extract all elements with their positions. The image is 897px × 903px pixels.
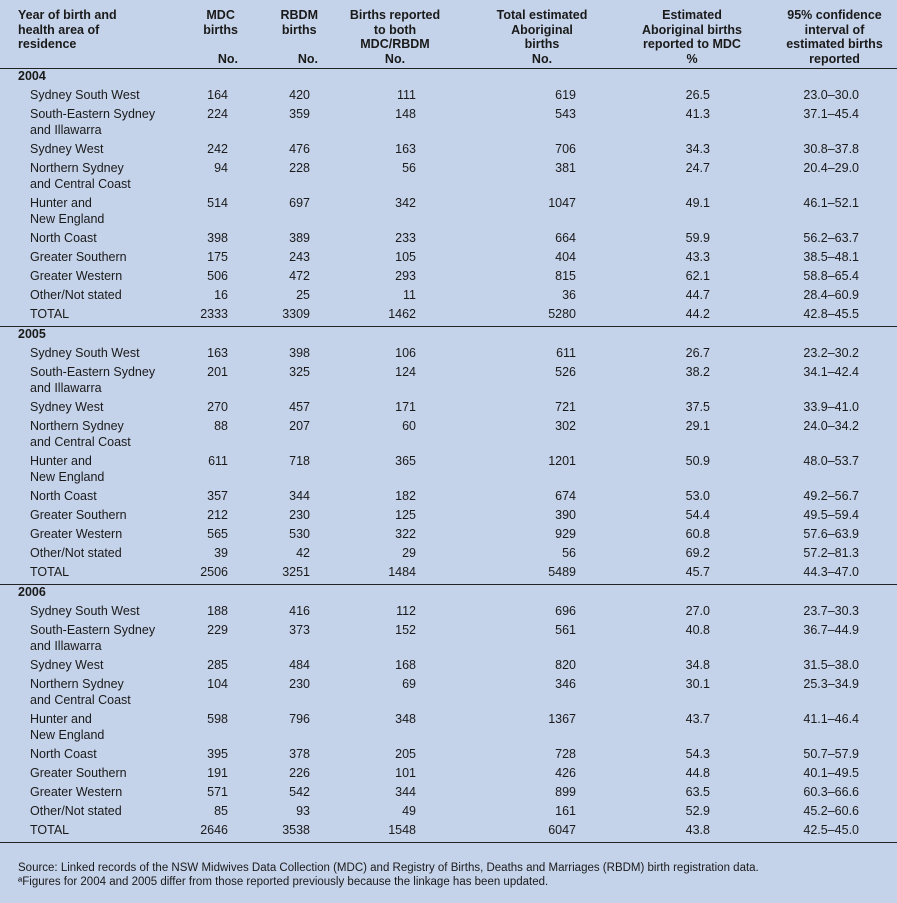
- value-cell: 60: [402, 419, 416, 433]
- value-cell: 230: [289, 677, 310, 691]
- value-cell: 929: [555, 527, 576, 541]
- value-cell: 1548: [318, 823, 472, 843]
- area-cell: Other/Not stated: [30, 546, 122, 560]
- header-label: Year of birth and health area of residence: [18, 8, 117, 51]
- value-cell: 49.5–59.4: [803, 508, 859, 522]
- value-cell: 344: [289, 489, 310, 503]
- header-area: [0, 0, 160, 69]
- table-row: [0, 747, 897, 766]
- header-label: 95% confidence interval of estimated births reported: [786, 8, 883, 66]
- value-cell: 3251: [238, 565, 318, 585]
- value-cell: 293: [395, 269, 416, 283]
- value-cell: 23.2–30.2: [803, 346, 859, 360]
- value-cell: 124: [395, 365, 416, 379]
- value-cell: 1047: [548, 196, 576, 210]
- area-cell: Sydney West: [30, 658, 104, 672]
- total-row: [0, 823, 897, 843]
- value-cell: 457: [289, 400, 310, 414]
- table-notes: [18, 861, 887, 889]
- header-label: MDC births: [203, 8, 238, 37]
- value-cell: 88: [214, 419, 228, 433]
- value-cell: 168: [395, 658, 416, 672]
- table-row: [0, 766, 897, 785]
- value-cell: 23.7–30.3: [803, 604, 859, 618]
- value-cell: 2506: [160, 565, 238, 585]
- value-cell: 46.1–52.1: [803, 196, 859, 210]
- value-cell: 357: [207, 489, 228, 503]
- value-cell: 93: [296, 804, 310, 818]
- header-units: No.: [217, 51, 238, 66]
- value-cell: 611: [208, 454, 228, 468]
- value-cell: 899: [555, 785, 576, 799]
- table-row: [0, 419, 897, 454]
- header-rbdm-births: [238, 0, 318, 69]
- value-cell: 706: [555, 142, 576, 156]
- table-row: [0, 489, 897, 508]
- value-cell: 58.8–65.4: [803, 269, 859, 283]
- value-cell: 26.7: [685, 346, 710, 360]
- value-cell: 1484: [318, 565, 472, 585]
- table-row: [0, 269, 897, 288]
- value-cell: 56.2–63.7: [803, 231, 859, 245]
- total-row: [0, 307, 897, 327]
- value-cell: 54.3: [685, 747, 710, 761]
- value-cell: 188: [207, 604, 228, 618]
- area-cell: Sydney South West: [30, 88, 140, 102]
- area-cell: TOTAL: [0, 565, 160, 585]
- header-units: No.: [297, 51, 318, 66]
- value-cell: 42: [296, 546, 310, 560]
- value-cell: 6047: [472, 823, 612, 843]
- table-row: [0, 785, 897, 804]
- area-cell: North Coast: [30, 231, 97, 245]
- year-row: [0, 69, 897, 89]
- value-cell: 36.7–44.9: [803, 623, 859, 637]
- value-cell: 52.9: [685, 804, 710, 818]
- value-cell: 224: [207, 107, 228, 121]
- value-cell: 205: [395, 747, 416, 761]
- area-cell: Northern Sydney and Central Coast: [30, 677, 131, 707]
- value-cell: 57.6–63.9: [803, 527, 859, 541]
- year-row: [0, 327, 897, 347]
- value-cell: 38.5–48.1: [803, 250, 859, 264]
- value-cell: 27.0: [685, 604, 710, 618]
- value-cell: 420: [289, 88, 310, 102]
- value-cell: 49: [402, 804, 416, 818]
- value-cell: 16: [214, 288, 228, 302]
- header-mdc-births: [160, 0, 238, 69]
- value-cell: 365: [395, 454, 416, 468]
- value-cell: 175: [207, 250, 228, 264]
- value-cell: 101: [395, 766, 416, 780]
- value-cell: 29.1: [685, 419, 710, 433]
- value-cell: 59.9: [685, 231, 710, 245]
- value-cell: 270: [207, 400, 228, 414]
- value-cell: 526: [555, 365, 576, 379]
- area-cell: Hunter and New England: [30, 196, 105, 226]
- area-cell: Greater Western: [30, 785, 123, 799]
- value-cell: 104: [207, 677, 228, 691]
- header-label: Total estimated Aboriginal births: [496, 8, 588, 51]
- value-cell: 44.2: [612, 307, 772, 327]
- value-cell: 571: [207, 785, 228, 799]
- value-cell: 530: [289, 527, 310, 541]
- value-cell: 426: [555, 766, 576, 780]
- value-cell: 348: [395, 712, 416, 726]
- area-cell: Greater Southern: [30, 508, 127, 522]
- value-cell: 24.7: [685, 161, 710, 175]
- value-cell: 34.3: [685, 142, 710, 156]
- value-cell: 5489: [472, 565, 612, 585]
- value-cell: 5280: [472, 307, 612, 327]
- table-row: [0, 142, 897, 161]
- value-cell: 696: [555, 604, 576, 618]
- value-cell: 63.5: [685, 785, 710, 799]
- value-cell: 201: [207, 365, 228, 379]
- value-cell: 565: [207, 527, 228, 541]
- value-cell: 161: [555, 804, 576, 818]
- value-cell: 674: [555, 489, 576, 503]
- table-row: [0, 804, 897, 823]
- value-cell: 33.9–41.0: [803, 400, 859, 414]
- value-cell: 163: [395, 142, 416, 156]
- value-cell: 728: [555, 747, 576, 761]
- header-confidence-interval: [772, 0, 897, 69]
- value-cell: 43.7: [685, 712, 710, 726]
- value-cell: 28.4–60.9: [803, 288, 859, 302]
- area-cell: Greater Western: [30, 527, 123, 541]
- value-cell: 228: [289, 161, 310, 175]
- value-cell: 233: [395, 231, 416, 245]
- value-cell: 164: [207, 88, 228, 102]
- value-cell: 1367: [548, 712, 576, 726]
- area-cell: Greater Southern: [30, 250, 127, 264]
- value-cell: 38.2: [685, 365, 710, 379]
- table-row: [0, 196, 897, 231]
- area-cell: Northern Sydney and Central Coast: [30, 161, 131, 191]
- value-cell: 815: [555, 269, 576, 283]
- table-row: [0, 107, 897, 142]
- value-cell: 62.1: [685, 269, 710, 283]
- header-units: %: [686, 51, 698, 66]
- value-cell: 2646: [160, 823, 238, 843]
- value-cell: 697: [289, 196, 310, 210]
- area-cell: Hunter and New England: [30, 712, 105, 742]
- value-cell: 373: [289, 623, 310, 637]
- value-cell: 25.3–34.9: [803, 677, 859, 691]
- value-cell: 41.3: [685, 107, 710, 121]
- value-cell: 112: [396, 604, 416, 618]
- value-cell: 514: [207, 196, 228, 210]
- value-cell: 163: [207, 346, 228, 360]
- year-row: [0, 585, 897, 605]
- value-cell: 718: [289, 454, 310, 468]
- value-cell: 49.1: [685, 196, 710, 210]
- value-cell: 344: [395, 785, 416, 799]
- area-cell: Sydney South West: [30, 346, 140, 360]
- table-row: [0, 231, 897, 250]
- value-cell: 23.0–30.0: [803, 88, 859, 102]
- area-cell: North Coast: [30, 489, 97, 503]
- value-cell: 243: [289, 250, 310, 264]
- total-row: [0, 565, 897, 585]
- value-cell: 69.2: [685, 546, 710, 560]
- value-cell: 484: [289, 658, 310, 672]
- value-cell: 44.8: [685, 766, 710, 780]
- area-cell: Other/Not stated: [30, 288, 122, 302]
- value-cell: 820: [555, 658, 576, 672]
- value-cell: 125: [395, 508, 416, 522]
- value-cell: 3538: [238, 823, 318, 843]
- value-cell: 39: [214, 546, 228, 560]
- value-cell: 398: [289, 346, 310, 360]
- year-label: 2005: [18, 327, 46, 341]
- table-row: [0, 527, 897, 546]
- table-row: [0, 546, 897, 565]
- value-cell: 60.8: [685, 527, 710, 541]
- value-cell: 36: [562, 288, 576, 302]
- value-cell: 664: [555, 231, 576, 245]
- value-cell: 34.1–42.4: [803, 365, 859, 379]
- header-both: [318, 0, 472, 69]
- value-cell: 506: [207, 269, 228, 283]
- value-cell: 212: [207, 508, 228, 522]
- value-cell: 598: [207, 712, 228, 726]
- value-cell: 44.7: [685, 288, 710, 302]
- table-body: [0, 69, 897, 843]
- value-cell: 285: [207, 658, 228, 672]
- area-cell: Hunter and New England: [30, 454, 105, 484]
- value-cell: 56: [562, 546, 576, 560]
- header-percent-reported: [612, 0, 772, 69]
- area-cell: TOTAL: [0, 823, 160, 843]
- value-cell: 302: [555, 419, 576, 433]
- value-cell: 472: [289, 269, 310, 283]
- table-row: [0, 346, 897, 365]
- value-cell: 111: [396, 88, 416, 102]
- header-row: [0, 0, 897, 69]
- table-row: [0, 712, 897, 747]
- value-cell: 721: [555, 400, 576, 414]
- area-cell: Greater Western: [30, 269, 123, 283]
- value-cell: 42.8–45.5: [772, 307, 897, 327]
- year-label: 2006: [18, 585, 46, 599]
- value-cell: 342: [395, 196, 416, 210]
- value-cell: 106: [395, 346, 416, 360]
- value-cell: 191: [207, 766, 228, 780]
- header-units: No.: [384, 51, 406, 66]
- value-cell: 50.9: [685, 454, 710, 468]
- value-cell: 390: [555, 508, 576, 522]
- value-cell: 543: [555, 107, 576, 121]
- area-cell: Sydney South West: [30, 604, 140, 618]
- value-cell: 3309: [238, 307, 318, 327]
- value-cell: 230: [289, 508, 310, 522]
- value-cell: 242: [207, 142, 228, 156]
- value-cell: 49.2–56.7: [803, 489, 859, 503]
- area-cell: Sydney West: [30, 142, 104, 156]
- value-cell: 542: [289, 785, 310, 799]
- area-cell: South-Eastern Sydney and Illawarra: [30, 623, 156, 653]
- value-cell: 43.8: [612, 823, 772, 843]
- table-row: [0, 365, 897, 400]
- table-row: [0, 508, 897, 527]
- value-cell: 24.0–34.2: [803, 419, 859, 433]
- value-cell: 346: [555, 677, 576, 691]
- footnote: ªFigures for 2004 and 2005 differ from those reported previously because the linkage has been updated.: [18, 876, 549, 888]
- area-cell: North Coast: [30, 747, 97, 761]
- value-cell: 611: [556, 346, 576, 360]
- value-cell: 48.0–53.7: [803, 454, 859, 468]
- value-cell: 152: [395, 623, 416, 637]
- value-cell: 42.5–45.0: [772, 823, 897, 843]
- value-cell: 476: [289, 142, 310, 156]
- value-cell: 395: [207, 747, 228, 761]
- year-label: 2004: [18, 69, 46, 83]
- table-row: [0, 454, 897, 489]
- value-cell: 56: [402, 161, 416, 175]
- value-cell: 50.7–57.9: [803, 747, 859, 761]
- value-cell: 31.5–38.0: [803, 658, 859, 672]
- value-cell: 381: [555, 161, 576, 175]
- value-cell: 619: [555, 88, 576, 102]
- table-row: [0, 658, 897, 677]
- area-cell: Sydney West: [30, 400, 104, 414]
- table-row: [0, 623, 897, 658]
- value-cell: 105: [395, 250, 416, 264]
- value-cell: 796: [289, 712, 310, 726]
- value-cell: 561: [555, 623, 576, 637]
- value-cell: 398: [207, 231, 228, 245]
- value-cell: 54.4: [685, 508, 710, 522]
- value-cell: 37.5: [685, 400, 710, 414]
- value-cell: 404: [555, 250, 576, 264]
- value-cell: 389: [289, 231, 310, 245]
- value-cell: 1462: [318, 307, 472, 327]
- header-units: No.: [531, 51, 553, 66]
- table-row: [0, 161, 897, 196]
- value-cell: 34.8: [685, 658, 710, 672]
- table-row: [0, 250, 897, 269]
- header-label: Births reported to both MDC/RBDM: [349, 8, 441, 51]
- value-cell: 40.1–49.5: [803, 766, 859, 780]
- value-cell: 148: [395, 107, 416, 121]
- header-label: RBDM births: [280, 8, 318, 37]
- value-cell: 94: [214, 161, 228, 175]
- value-cell: 41.1–46.4: [803, 712, 859, 726]
- value-cell: 11: [403, 288, 416, 302]
- area-cell: Other/Not stated: [30, 804, 122, 818]
- value-cell: 85: [214, 804, 228, 818]
- value-cell: 44.3–47.0: [772, 565, 897, 585]
- value-cell: 53.0: [685, 489, 710, 503]
- value-cell: 2333: [160, 307, 238, 327]
- header-total-estimated: [472, 0, 612, 69]
- table-row: [0, 88, 897, 107]
- value-cell: 37.1–45.4: [803, 107, 859, 121]
- value-cell: 30.1: [685, 677, 710, 691]
- table-row: [0, 604, 897, 623]
- value-cell: 45.7: [612, 565, 772, 585]
- area-cell: South-Eastern Sydney and Illawarra: [30, 365, 156, 395]
- value-cell: 40.8: [685, 623, 710, 637]
- source-note: Source: Linked records of the NSW Midwives Data Collection (MDC) and Registry of Births, Deaths and Marriages (RBDM) birth registration data.: [18, 862, 759, 874]
- value-cell: 26.5: [685, 88, 710, 102]
- value-cell: 359: [289, 107, 310, 121]
- area-cell: TOTAL: [0, 307, 160, 327]
- header-label: Estimated Aboriginal births reported to MDC: [642, 8, 742, 51]
- value-cell: 29: [402, 546, 416, 560]
- value-cell: 60.3–66.6: [803, 785, 859, 799]
- value-cell: 229: [207, 623, 228, 637]
- area-cell: South-Eastern Sydney and Illawarra: [30, 107, 156, 137]
- value-cell: 30.8–37.8: [803, 142, 859, 156]
- table-row: [0, 677, 897, 712]
- value-cell: 325: [289, 365, 310, 379]
- value-cell: 182: [395, 489, 416, 503]
- value-cell: 20.4–29.0: [803, 161, 859, 175]
- value-cell: 226: [289, 766, 310, 780]
- value-cell: 57.2–81.3: [803, 546, 859, 560]
- value-cell: 1201: [548, 454, 576, 468]
- value-cell: 322: [395, 527, 416, 541]
- area-cell: Northern Sydney and Central Coast: [30, 419, 131, 449]
- value-cell: 45.2–60.6: [803, 804, 859, 818]
- value-cell: 25: [296, 288, 310, 302]
- area-cell: Greater Southern: [30, 766, 127, 780]
- value-cell: 69: [402, 677, 416, 691]
- value-cell: 416: [289, 604, 310, 618]
- value-cell: 378: [289, 747, 310, 761]
- value-cell: 171: [395, 400, 416, 414]
- value-cell: 43.3: [685, 250, 710, 264]
- table-row: [0, 400, 897, 419]
- table-row: [0, 288, 897, 307]
- value-cell: 207: [289, 419, 310, 433]
